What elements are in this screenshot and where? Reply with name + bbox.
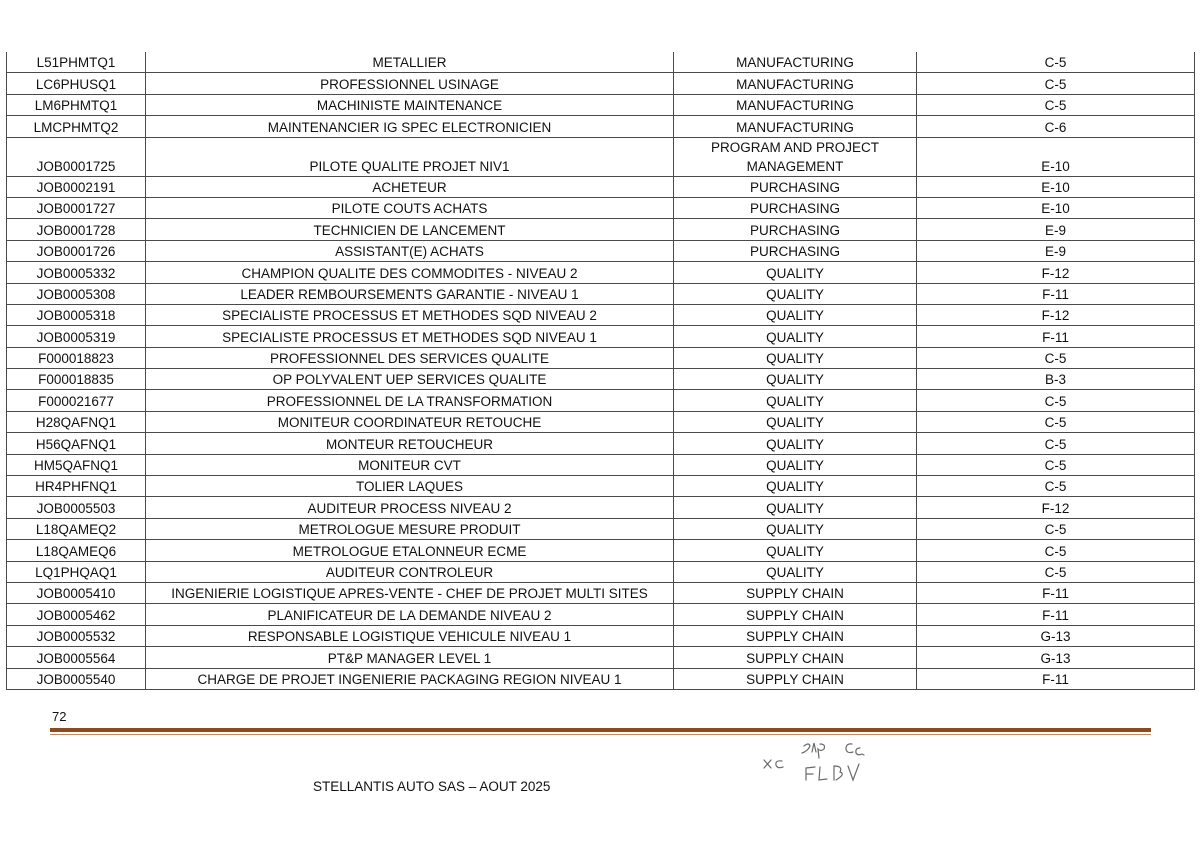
cell-title: MONITEUR COORDINATEUR RETOUCHE — [146, 411, 674, 432]
cell-function: SUPPLY CHAIN — [674, 625, 917, 646]
cell-function: SUPPLY CHAIN — [674, 582, 917, 603]
table-row — [7, 176, 1195, 197]
cell-title: METROLOGUE ETALONNEUR ECME — [146, 540, 674, 561]
cell-grade: F-11 — [917, 604, 1195, 625]
cell-function: MANUFACTURING — [674, 116, 917, 137]
cell-code: JOB0001728 — [7, 219, 146, 240]
table-row — [7, 326, 1195, 347]
cell-function: QUALITY — [674, 304, 917, 325]
cell-title: LEADER REMBOURSEMENTS GARANTIE - NIVEAU 1 — [146, 283, 674, 304]
table-row — [7, 137, 1195, 176]
cell-code: JOB0005318 — [7, 304, 146, 325]
cell-title: AUDITEUR PROCESS NIVEAU 2 — [146, 497, 674, 518]
cell-grade: C-6 — [917, 116, 1195, 137]
cell-function: SUPPLY CHAIN — [674, 604, 917, 625]
cell-title: SPECIALISTE PROCESSUS ET METHODES SQD NIVEAU 1 — [146, 326, 674, 347]
cell-code: F000018823 — [7, 347, 146, 368]
table-row — [7, 94, 1195, 115]
cell-function: QUALITY — [674, 369, 917, 390]
cell-grade: C-5 — [917, 518, 1195, 539]
cell-code: L18QAMEQ2 — [7, 518, 146, 539]
cell-code: F000021677 — [7, 390, 146, 411]
table-row — [7, 73, 1195, 94]
table-row — [7, 668, 1195, 689]
cell-function: QUALITY — [674, 540, 917, 561]
cell-code: HM5QAFNQ1 — [7, 454, 146, 475]
cell-title: CHAMPION QUALITE DES COMMODITES - NIVEAU 2 — [146, 262, 674, 283]
table-row — [7, 347, 1195, 368]
cell-grade: F-12 — [917, 304, 1195, 325]
cell-function: QUALITY — [674, 561, 917, 582]
cell-code: JOB0005410 — [7, 582, 146, 603]
table-row — [7, 304, 1195, 325]
cell-title: PILOTE COUTS ACHATS — [146, 197, 674, 218]
cell-grade: C-5 — [917, 73, 1195, 94]
cell-grade: E-10 — [917, 176, 1195, 197]
job-table-body — [7, 52, 1195, 689]
table-row — [7, 497, 1195, 518]
footer-rule-thin — [50, 734, 1151, 735]
cell-grade: F-11 — [917, 668, 1195, 689]
cell-title: PROFESSIONNEL USINAGE — [146, 73, 674, 94]
cell-function: PURCHASING — [674, 240, 917, 261]
cell-code: LC6PHUSQ1 — [7, 73, 146, 94]
cell-title: PROFESSIONNEL DES SERVICES QUALITE — [146, 347, 674, 368]
cell-grade: G-13 — [917, 625, 1195, 646]
cell-code: L18QAMEQ6 — [7, 540, 146, 561]
cell-code: LM6PHMTQ1 — [7, 94, 146, 115]
cell-title: MAINTENANCIER IG SPEC ELECTRONICIEN — [146, 116, 674, 137]
table-row — [7, 476, 1195, 497]
cell-grade: C-5 — [917, 347, 1195, 368]
cell-grade: C-5 — [917, 52, 1195, 73]
cell-title: MONITEUR CVT — [146, 454, 674, 475]
table-row — [7, 647, 1195, 668]
cell-grade: E-9 — [917, 240, 1195, 261]
footer-company-line: STELLANTIS AUTO SAS – AOUT 2025 — [313, 779, 551, 794]
cell-grade: F-12 — [917, 262, 1195, 283]
cell-function: PURCHASING — [674, 176, 917, 197]
cell-grade: E-10 — [917, 197, 1195, 218]
cell-function: QUALITY — [674, 283, 917, 304]
cell-code: JOB0001727 — [7, 197, 146, 218]
cell-title: PT&P MANAGER LEVEL 1 — [146, 647, 674, 668]
cell-code: JOB0005319 — [7, 326, 146, 347]
cell-title: ASSISTANT(E) ACHATS — [146, 240, 674, 261]
cell-code: JOB0001726 — [7, 240, 146, 261]
cell-function: QUALITY — [674, 518, 917, 539]
cell-grade: F-11 — [917, 582, 1195, 603]
cell-title: OP POLYVALENT UEP SERVICES QUALITE — [146, 369, 674, 390]
table-row — [7, 240, 1195, 261]
cell-grade: F-11 — [917, 283, 1195, 304]
cell-function: MANUFACTURING — [674, 94, 917, 115]
cell-code: LMCPHMTQ2 — [7, 116, 146, 137]
cell-function: QUALITY — [674, 326, 917, 347]
cell-title: TECHNICIEN DE LANCEMENT — [146, 219, 674, 240]
cell-grade: E-10 — [917, 137, 1195, 176]
cell-title: PLANIFICATEUR DE LA DEMANDE NIVEAU 2 — [146, 604, 674, 625]
handwritten-initials — [756, 738, 886, 788]
cell-code: JOB0002191 — [7, 176, 146, 197]
cell-grade: C-5 — [917, 561, 1195, 582]
cell-grade: G-13 — [917, 647, 1195, 668]
cell-function: SUPPLY CHAIN — [674, 647, 917, 668]
cell-code: JOB0005532 — [7, 625, 146, 646]
cell-function: PURCHASING — [674, 219, 917, 240]
cell-code: F000018835 — [7, 369, 146, 390]
job-classification-table — [6, 52, 1195, 690]
cell-code: JOB0005462 — [7, 604, 146, 625]
cell-title: TOLIER LAQUES — [146, 476, 674, 497]
cell-title: RESPONSABLE LOGISTIQUE VEHICULE NIVEAU 1 — [146, 625, 674, 646]
cell-code: JOB0005503 — [7, 497, 146, 518]
cell-title: SPECIALISTE PROCESSUS ET METHODES SQD NIVEAU 2 — [146, 304, 674, 325]
table-row — [7, 604, 1195, 625]
cell-function: QUALITY — [674, 390, 917, 411]
cell-code: JOB0005540 — [7, 668, 146, 689]
cell-grade: C-5 — [917, 433, 1195, 454]
cell-grade: C-5 — [917, 94, 1195, 115]
cell-function: QUALITY — [674, 476, 917, 497]
table-row — [7, 540, 1195, 561]
cell-title: MACHINISTE MAINTENANCE — [146, 94, 674, 115]
table-row — [7, 52, 1195, 73]
cell-code: JOB0005332 — [7, 262, 146, 283]
cell-code: H56QAFNQ1 — [7, 433, 146, 454]
table-row — [7, 433, 1195, 454]
table-row — [7, 369, 1195, 390]
cell-function: QUALITY — [674, 433, 917, 454]
cell-function: SUPPLY CHAIN — [674, 668, 917, 689]
cell-grade: C-5 — [917, 390, 1195, 411]
table-row — [7, 518, 1195, 539]
cell-function: MANUFACTURING — [674, 73, 917, 94]
cell-title: INGENIERIE LOGISTIQUE APRES-VENTE - CHEF DE PROJET MULTI SITES — [146, 582, 674, 603]
cell-code: H28QAFNQ1 — [7, 411, 146, 432]
cell-code: L51PHMTQ1 — [7, 52, 146, 73]
table-row — [7, 582, 1195, 603]
cell-title: ACHETEUR — [146, 176, 674, 197]
cell-title: METROLOGUE MESURE PRODUIT — [146, 518, 674, 539]
cell-grade: F-12 — [917, 497, 1195, 518]
cell-function: QUALITY — [674, 497, 917, 518]
cell-grade: C-5 — [917, 454, 1195, 475]
cell-grade: C-5 — [917, 540, 1195, 561]
cell-function: PURCHASING — [674, 197, 917, 218]
cell-code: JOB0005308 — [7, 283, 146, 304]
page-number: 72 — [52, 709, 67, 724]
cell-grade: C-5 — [917, 476, 1195, 497]
cell-title: METALLIER — [146, 52, 674, 73]
table-row — [7, 625, 1195, 646]
table-row — [7, 116, 1195, 137]
table-row — [7, 411, 1195, 432]
table-row — [7, 454, 1195, 475]
cell-code: HR4PHFNQ1 — [7, 476, 146, 497]
table-row — [7, 561, 1195, 582]
cell-title: PILOTE QUALITE PROJET NIV1 — [146, 137, 674, 176]
cell-title: PROFESSIONNEL DE LA TRANSFORMATION — [146, 390, 674, 411]
cell-function: MANUFACTURING — [674, 52, 917, 73]
cell-grade: F-11 — [917, 326, 1195, 347]
table-row — [7, 262, 1195, 283]
table-row — [7, 390, 1195, 411]
cell-title: MONTEUR RETOUCHEUR — [146, 433, 674, 454]
cell-function: QUALITY — [674, 347, 917, 368]
cell-title: AUDITEUR CONTROLEUR — [146, 561, 674, 582]
cell-function: PROGRAM AND PROJECT MANAGEMENT — [674, 137, 917, 176]
table-row — [7, 283, 1195, 304]
cell-code: JOB0001725 — [7, 137, 146, 176]
cell-function: QUALITY — [674, 262, 917, 283]
cell-title: CHARGE DE PROJET INGENIERIE PACKAGING REGION NIVEAU 1 — [146, 668, 674, 689]
cell-code: JOB0005564 — [7, 647, 146, 668]
cell-code: LQ1PHQAQ1 — [7, 561, 146, 582]
cell-function: QUALITY — [674, 454, 917, 475]
cell-grade: B-3 — [917, 369, 1195, 390]
cell-grade: E-9 — [917, 219, 1195, 240]
footer-rule-thick — [50, 728, 1151, 732]
cell-grade: C-5 — [917, 411, 1195, 432]
cell-function: QUALITY — [674, 411, 917, 432]
table-row — [7, 219, 1195, 240]
table-row — [7, 197, 1195, 218]
